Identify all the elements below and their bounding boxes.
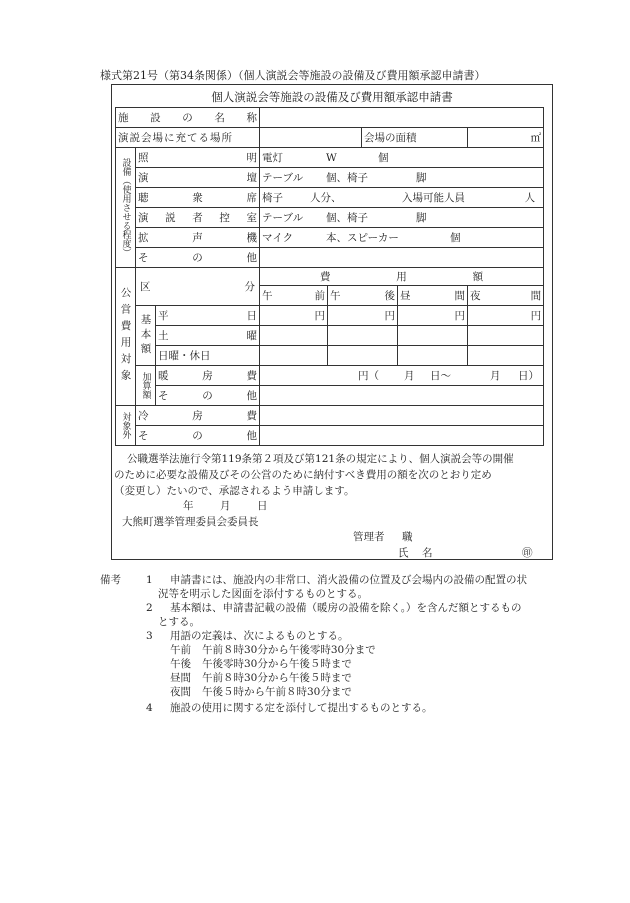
term-am-def: 午前８時30分から午後零時30分まで <box>202 644 376 656</box>
add-other-field[interactable] <box>260 386 544 406</box>
statement-line-1: 公職選挙法施行令第119条第２項及び第121条の規定により、個人演説会等の開催 <box>127 453 514 465</box>
lighting-detail[interactable]: 電灯 W 個 <box>260 148 544 168</box>
note-2-line-a: 基本額は、申請書記載の設備（暖房の設備を除く。）を含んだ額とするもの <box>170 602 522 614</box>
base-weekday-row: 基本額 平 日 円 円 円 円 <box>116 306 544 326</box>
date-day: 日 <box>257 500 268 512</box>
seal-mark: ㊞ <box>522 547 533 559</box>
manager-label: 管理者 <box>353 531 385 543</box>
weekday-night-field[interactable]: 円 <box>468 306 544 326</box>
form-number: 様式第21号（第34条関係）（個人演説会等施設の設備及び費用額承認申請書） <box>100 69 486 82</box>
notes-heading: 備考 <box>100 574 121 586</box>
equipment-row-loudspeaker: 拡 声 機 マイク 本、スピーカー 個 <box>116 228 544 248</box>
equipment-row-waiting-room: 演 説 者 控 室 テーブル 個、椅子 脚 <box>116 208 544 228</box>
equipment-row-other: そ の 他 <box>116 248 544 268</box>
note-2-line-b: とする。 <box>158 616 200 628</box>
term-night: 夜間 <box>170 686 191 698</box>
venue-row <box>116 128 544 148</box>
saturday-night-field[interactable] <box>468 326 544 346</box>
date-year: 年 <box>183 500 194 512</box>
non-target-other-row: そ の 他 <box>116 426 544 446</box>
application-form-table <box>115 107 544 446</box>
note-1-number: 1 <box>146 574 153 586</box>
position-label: 職 <box>402 531 413 543</box>
period-header-row: 午 前 午 後 昼 間 夜 間 <box>116 286 544 306</box>
date-month: 月 <box>220 500 231 512</box>
public-cost-group-label: 公営費用対象 <box>116 268 136 406</box>
name-label-1: 氏 <box>398 547 409 559</box>
holiday-pm-field[interactable] <box>328 346 398 366</box>
holiday-am-field[interactable] <box>260 346 328 366</box>
equipment-other-detail[interactable] <box>260 248 544 268</box>
facility-name-row <box>116 108 544 128</box>
term-day: 昼間 <box>170 672 191 684</box>
note-4-number: 4 <box>146 702 153 714</box>
base-amount-label: 基本額 <box>136 306 156 366</box>
venue-area-label: 会場の面積 <box>362 128 468 148</box>
podium-detail[interactable]: テーブル 個、椅子 脚 <box>260 168 544 188</box>
equipment-row-podium: 演 壇 テーブル 個、椅子 脚 <box>116 168 544 188</box>
equipment-row-lighting: 設備（使用させる程度） 照 明 電灯 W 個 <box>116 148 544 168</box>
venue-field[interactable] <box>260 128 362 148</box>
seats-detail[interactable]: 椅子 人分、 入場可能人員 人 <box>260 188 544 208</box>
term-pm-def: 午後零時30分から午後５時まで <box>202 658 352 670</box>
note-3-number: 3 <box>146 630 153 642</box>
term-am: 午前 <box>170 644 191 656</box>
non-target-label: 対象外 <box>116 406 136 446</box>
cost-header-row: 公営費用対象 区 分 費 用 額 <box>116 268 544 286</box>
weekday-am-field[interactable]: 円 <box>260 306 328 326</box>
term-night-def: 午後５時から午前８時30分まで <box>202 686 352 698</box>
holiday-night-field[interactable] <box>468 346 544 366</box>
base-holiday-row: 日曜・休日 <box>116 346 544 366</box>
form-title: 個人演説会等施設の設備及び費用額承認申請書 <box>211 90 453 104</box>
note-1-line-b: 況等を明示した図面を添付するものとする。 <box>158 588 368 600</box>
loudspeaker-detail[interactable]: マイク 本、スピーカー 個 <box>260 228 544 248</box>
note-2-number: 2 <box>146 602 153 614</box>
note-1-line-a: 申請書には、施設内の非常口、消火設備の位置及び会場内の設備の配置の状 <box>170 574 527 586</box>
note-4-line-a: 施設の使用に関する定を添付して提出するものとする。 <box>170 702 433 714</box>
saturday-am-field[interactable] <box>260 326 328 346</box>
waiting-room-detail[interactable]: テーブル 個、椅子 脚 <box>260 208 544 228</box>
weekday-day-field[interactable]: 円 <box>398 306 468 326</box>
name-label-2: 名 <box>422 547 433 559</box>
weekday-pm-field[interactable]: 円 <box>328 306 398 326</box>
non-target-other-field[interactable] <box>260 426 544 446</box>
heating-cost-field[interactable]: 円（ 月 日～ 月 日） <box>260 366 544 386</box>
add-other-row: そ の 他 <box>116 386 544 406</box>
cooling-cost-field[interactable] <box>260 406 544 426</box>
term-pm: 午後 <box>170 658 191 670</box>
add-heating-row: 加算額 暖 房 費 円（ 月 日～ 月 日） <box>116 366 544 386</box>
addressee: 大熊町選挙管理委員会委員長 <box>122 516 259 528</box>
facility-name-label: 施 設 の 名 称 <box>118 111 257 124</box>
venue-label: 演説会場に充てる場所 <box>116 128 260 148</box>
equipment-row-seats: 聴 衆 席 椅子 人分、 入場可能人員 人 <box>116 188 544 208</box>
equipment-group-label: 設備（使用させる程度） <box>116 148 136 268</box>
saturday-day-field[interactable] <box>398 326 468 346</box>
statement-line-2: のために必要な設備及びその公営のために納付すべき費用の額を次のとおり定め <box>114 469 492 481</box>
venue-area-field[interactable] <box>468 128 544 148</box>
saturday-pm-field[interactable] <box>328 326 398 346</box>
holiday-day-field[interactable] <box>398 346 468 366</box>
statement-line-3: （変更し）たいので、承認されるよう申請します。 <box>114 485 355 497</box>
base-saturday-row: 土 曜 <box>116 326 544 346</box>
non-target-cooling-row: 対象外 冷 房 費 <box>116 406 544 426</box>
add-amount-label: 加算額 <box>136 366 156 406</box>
facility-name-field[interactable] <box>260 108 544 128</box>
note-3-line-a: 用語の定義は、次によるものとする。 <box>170 630 349 642</box>
term-day-def: 午前８時30分から午後５時まで <box>202 672 352 684</box>
area-unit: ㎡ <box>530 131 542 144</box>
